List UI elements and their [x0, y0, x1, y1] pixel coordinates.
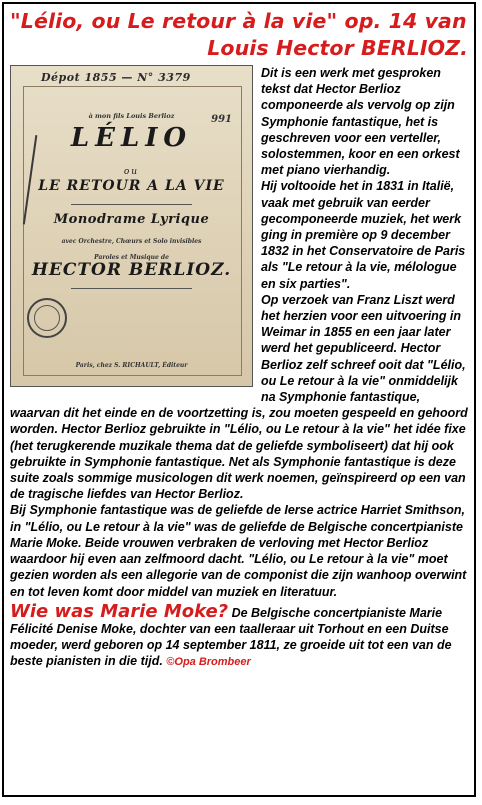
- cover-composer: HECTOR BERLIOZ.: [31, 260, 232, 280]
- cover-dedication: à mon fils Louis Berlioz: [88, 112, 175, 120]
- article-body: [10, 65, 468, 671]
- cover-words-music: Paroles et Musique de: [94, 254, 169, 261]
- cover-publisher: Paris, chez S. RICHAULT, Éditeur: [75, 362, 188, 369]
- cover-rule-1: [71, 204, 192, 205]
- cover-handwriting: Dépot 1855 — N° 3379: [41, 71, 191, 84]
- cover-rule-2: [71, 288, 192, 289]
- cover-subtitle: LE RETOUR A LA VIE: [38, 178, 225, 194]
- paragraph-premiere: Hij voltooide het in 1831 in Italië, vaak met gebruik van eerder gecomponeerde muziek, het werk ging in première op 9 december 1832 in het Conservatoire de Paris als "Le retour à la vie, mélologue en six parties".: [261, 179, 466, 291]
- marie-moke-section: [10, 600, 468, 671]
- cover-subtitle-ou: ou: [123, 167, 140, 177]
- paragraph-intro: Dit is een werk met gesproken tekst dat Hector Berlioz componeerde als vervolg op zijn Symphonie fantastique, het is geschreven voor een verteller, solostemmen, koor en een orkest met piano vierhandig.: [261, 66, 460, 178]
- score-cover-image: [10, 65, 253, 387]
- cover-work-title: LÉLIO: [70, 123, 193, 153]
- title-line-1: "Lélio, ou Le retour à la vie" op. 14 van: [10, 9, 467, 33]
- title-line-2: Louis Hector BERLIOZ.: [207, 36, 468, 60]
- paragraph-beloved: Bij Symphonie fantastique was de geliefde de Ierse actrice Harriet Smithson, in "Lélio, ou Le retour à la vie" was de geliefde de Belgische concertpianiste Marie Moke. Beide vrouwen verbraken de verloving met Hector Berlioz waardoor hij even aan zelfmoord dacht. "Lélio, ou Le retour à la vie" moet gezien worden als een allegorie van de componist die zijn wanhoop overwint en tot leven komt door middel van muziek en literatuur.: [10, 503, 467, 599]
- paragraph-revision: Op verzoek van Franz Liszt werd het herzien voor een uitvoering in Weimar in 1855 en een jaar later werd het gepubliceerd. Hector Berlioz zelf schreef ooit dat "Lélio, ou Le retour à la vie" onmiddelijk na Symphonie fantastique, waarvan dit het einde en de voortzetting is, zou moeten gespeeld en gehoord worden. Hector Berlioz gebruikte in "Lélio, ou Le retour à la vie" het idée fixe (het terugkerende muzikale thema dat de geliefde symboliseert) dat hij ook gebruikte in Symphonie fantastique. Net als Symphonie fantastique is deze suite zoals sommige musicologen dit werk noemen, geïnspireerd op een van de tragische liefdes van Hector Berlioz.: [10, 292, 468, 502]
- article-card: [2, 2, 476, 797]
- article-title: [10, 8, 468, 62]
- cover-stamp: [27, 298, 67, 338]
- cover-scoring: avec Orchestre, Chœurs et Solo invisibles: [61, 238, 202, 245]
- section-heading: Wie was Marie Moke?: [10, 600, 229, 622]
- author-credit: ©Opa Brombeer: [166, 656, 251, 669]
- cover-number: 991: [211, 114, 232, 125]
- section-text: De Belgische concertpianiste Marie Félicité Denise Moke, dochter van een taalleraar uit Torhout en een Duitse moeder, werd geboren op 14 september 1811, ze groeide uit tot een van de beste pianisten in die tijd.: [10, 605, 452, 669]
- cover-genre: Monodrame Lyrique: [53, 212, 210, 227]
